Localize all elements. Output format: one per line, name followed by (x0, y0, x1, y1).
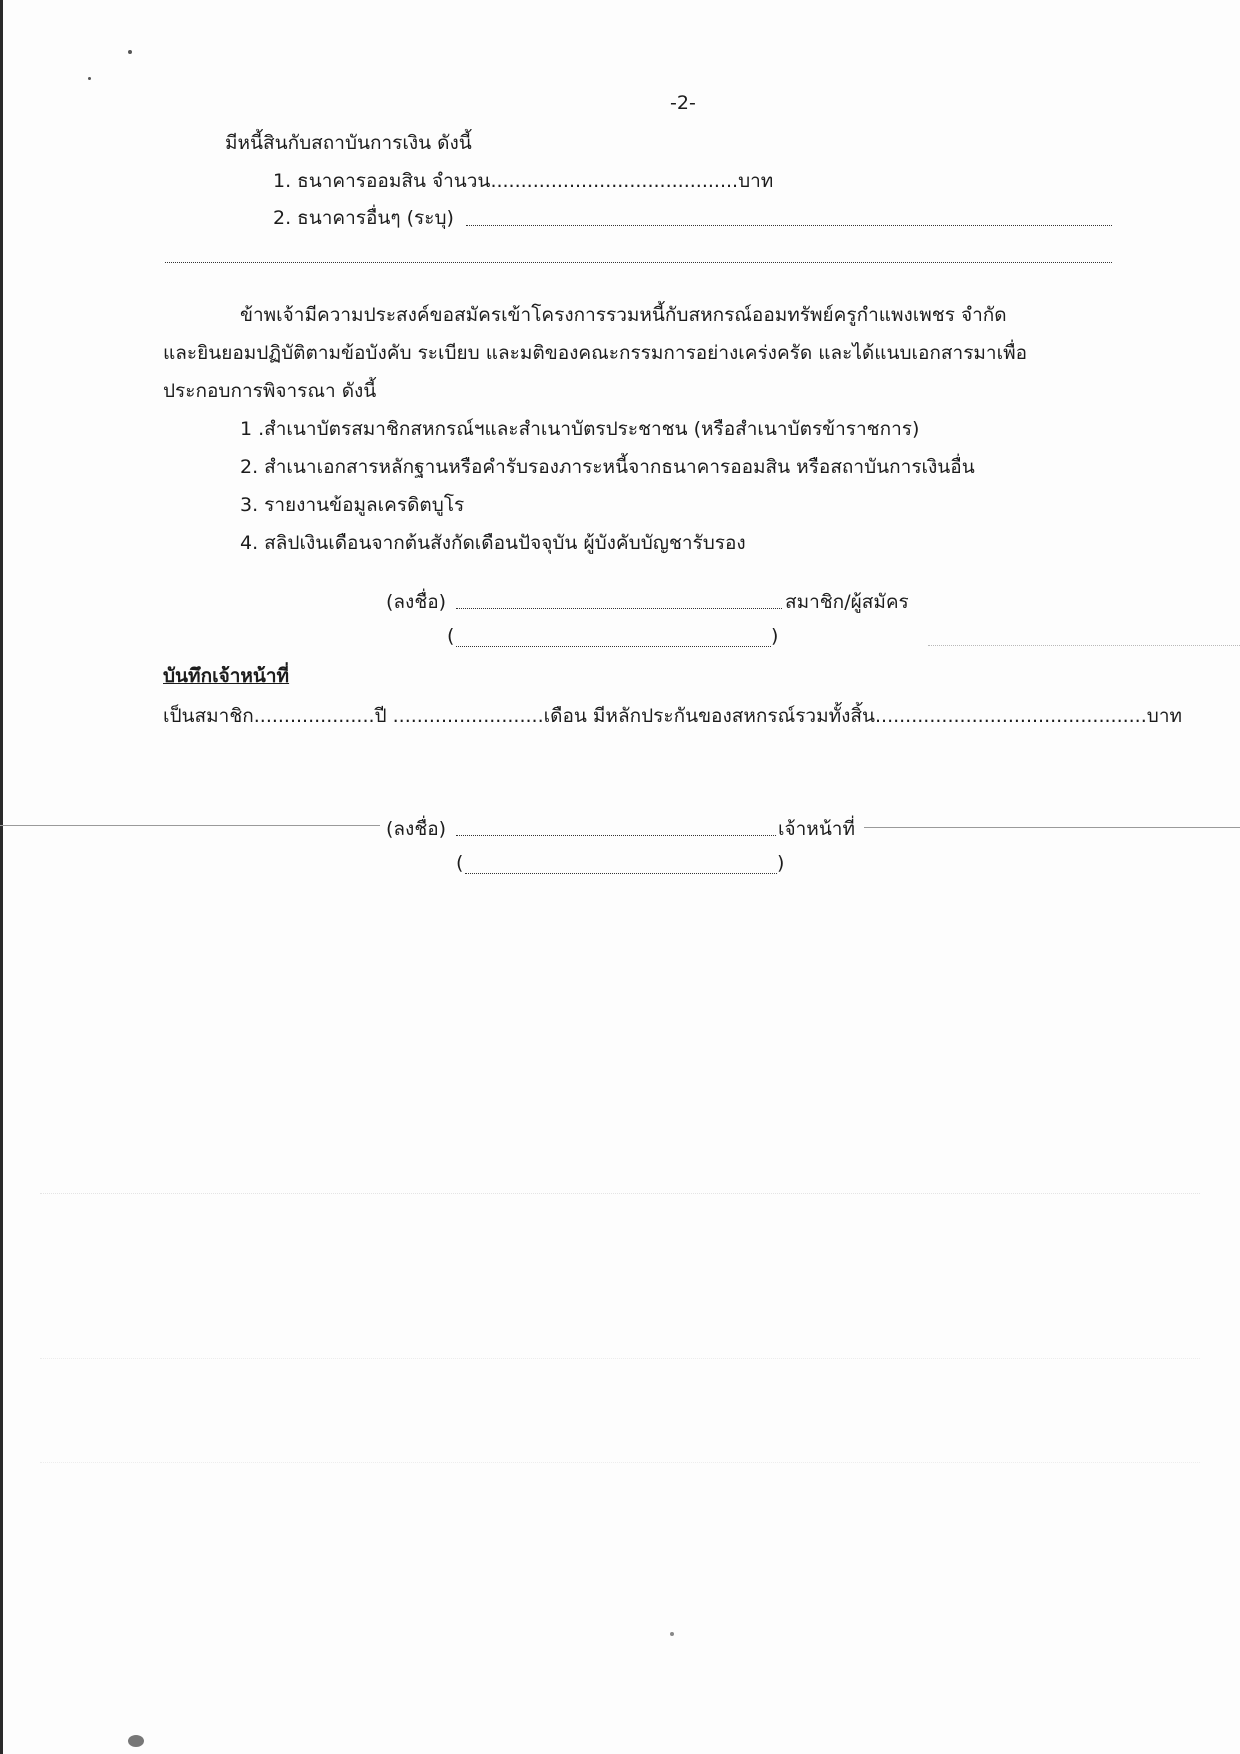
collateral-blank: ............................................. (874, 705, 1147, 727)
bleed-through-line (40, 1193, 1200, 1194)
officer-signature-label: (ลงชื่อ) (386, 818, 447, 840)
attachment-item: 2. สำเนาเอกสารหลักฐานหรือคำรับรองภาระหนี้จากธนาคารออมสิน หรือสถาบันการเงินอื่น (240, 456, 975, 478)
membership-label: เป็นสมาชิก (163, 705, 254, 727)
member-name-blank (456, 646, 771, 647)
year-label: ปี (374, 705, 387, 727)
attachment-item: 3. รายงานข้อมูลเครดิตบูโร (240, 494, 465, 516)
bleed-through-line (40, 1358, 1200, 1359)
debt-item-gsb-label: 1. ธนาคารออมสิน จำนวน (273, 170, 491, 192)
other-bank-blank (466, 225, 1112, 226)
scan-speck (128, 50, 132, 54)
debt-item-other-label: 2. ธนาคารอื่นๆ (ระบุ) (273, 207, 454, 229)
faint-scan-line (0, 825, 380, 826)
other-bank-blank-continued (165, 262, 1112, 263)
bleed-through-line (40, 1462, 1200, 1463)
member-name-close-paren: ) (771, 625, 779, 647)
officer-name-open-paren: ( (456, 852, 464, 874)
debts-heading: มีหนี้สินกับสถาบันการเงิน ดังนี้ (225, 132, 472, 154)
officer-signature-role: เจ้าหน้าที่ (778, 818, 856, 840)
member-signature-blank (456, 608, 782, 609)
declaration-line-3: ประกอบการพิจารณา ดังนี้ (163, 380, 377, 402)
amount-blank: ......................................... (490, 170, 739, 192)
member-name-open-paren: ( (447, 625, 455, 647)
months-blank: ......................... (386, 705, 544, 727)
debt-item-gsb (273, 166, 773, 196)
month-label: เดือน (543, 705, 587, 727)
officer-name-close-paren: ) (777, 852, 785, 874)
officer-signature-blank (456, 835, 776, 836)
collateral-label: มีหลักประกันของสหกรณ์รวมทั้งสิ้น (592, 705, 875, 727)
years-blank: .................... (253, 705, 375, 727)
scan-speck (128, 1735, 144, 1747)
faint-scan-line (864, 827, 1240, 828)
officer-name-blank (465, 873, 777, 874)
officer-notes-heading: บันทึกเจ้าหน้าที่ (163, 665, 290, 687)
officer-notes-line (163, 701, 1182, 731)
debt-item-gsb-currency: บาท (738, 170, 774, 192)
scan-speck (88, 77, 91, 80)
declaration-line-2: และยินยอมปฏิบัติตามข้อบังคับ ระเบียบ และมติของคณะกรรมการอย่างเคร่งครัด และได้แนบเอกสารมาเพื่อ (163, 342, 1028, 364)
faint-scan-line (928, 645, 1240, 646)
member-signature-role: สมาชิก/ผู้สมัคร (785, 591, 909, 613)
member-signature-label: (ลงชื่อ) (386, 591, 447, 613)
attachment-item: 4. สลิปเงินเดือนจากต้นสังกัดเดือนปัจจุบัน ผู้บังคับบัญชารับรอง (240, 532, 746, 554)
scan-edge (0, 0, 3, 1754)
debt-item-other (273, 203, 454, 233)
collateral-currency: บาท (1146, 705, 1183, 727)
declaration-line-1: ข้าพเจ้ามีความประสงค์ขอสมัครเข้าโครงการรวมหนี้กับสหกรณ์ออมทรัพย์ครูกำแพงเพชร จำกัด (240, 304, 1007, 326)
page-number: -2- (670, 92, 696, 114)
scan-speck (670, 1632, 674, 1636)
attachment-item: 1 .สำเนาบัตรสมาชิกสหกรณ์ฯและสำเนาบัตรประชาชน (หรือสำเนาบัตรข้าราชการ) (240, 418, 920, 440)
